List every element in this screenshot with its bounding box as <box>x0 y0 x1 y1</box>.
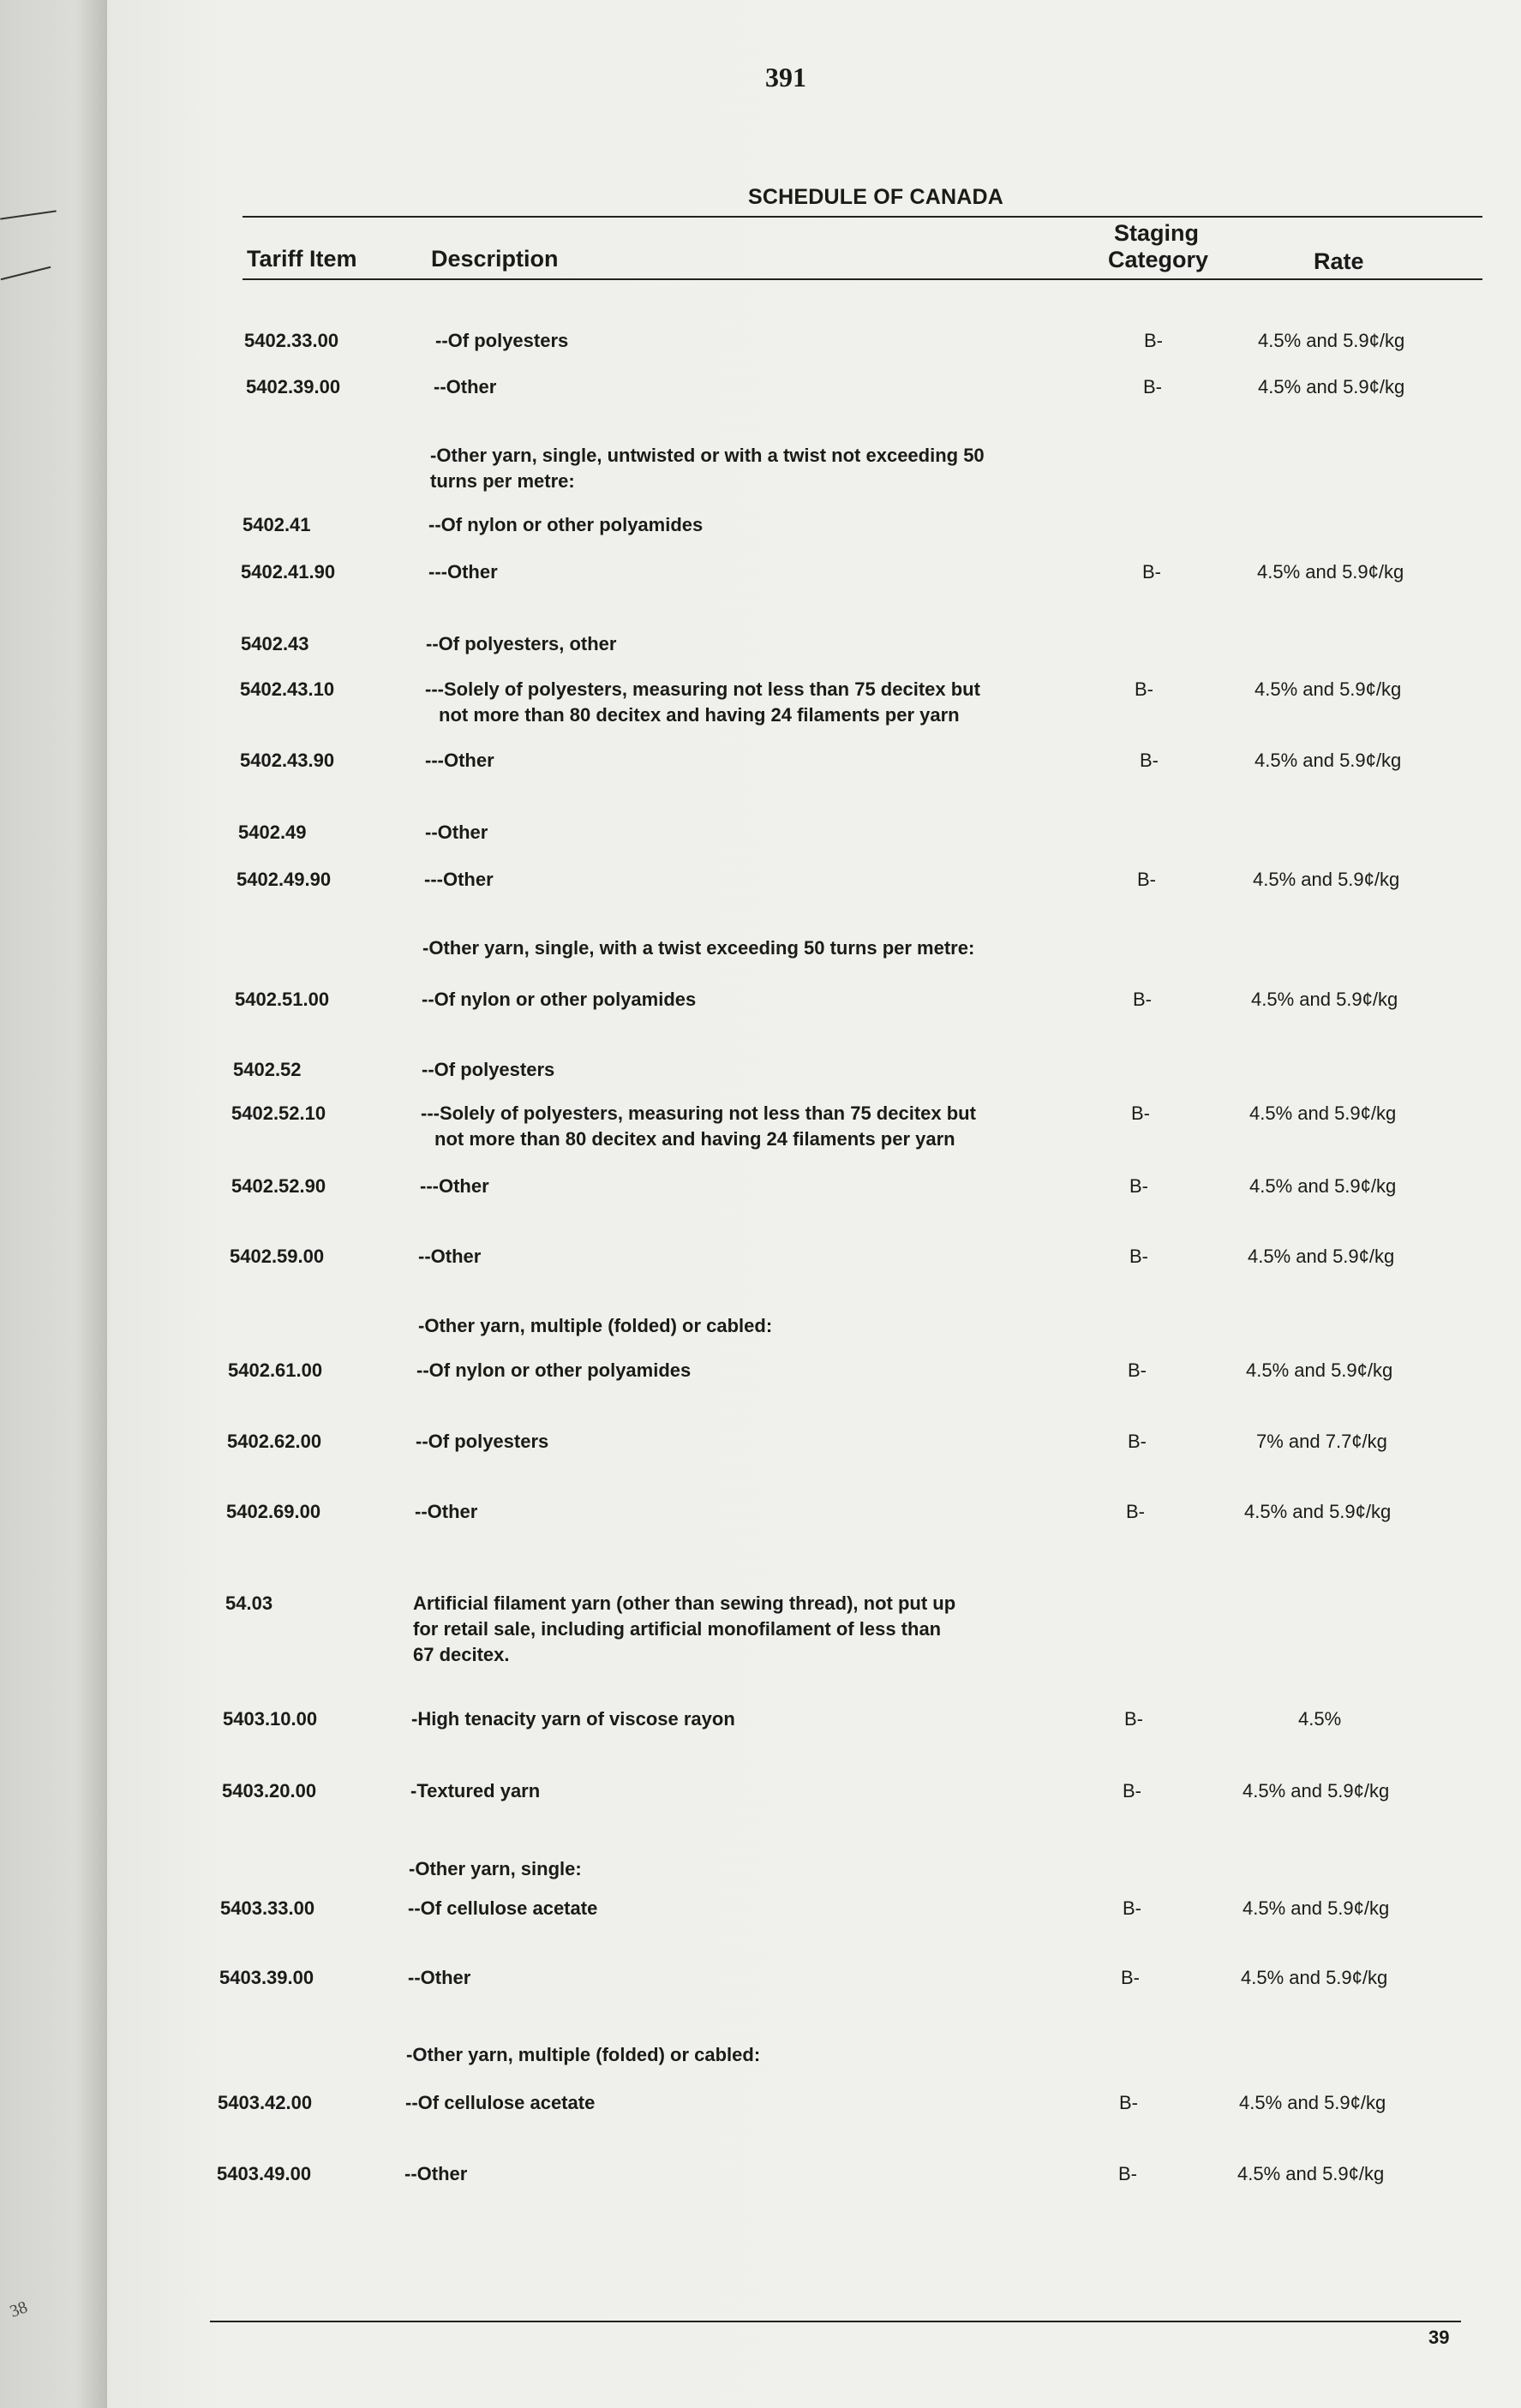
table-row <box>0 935 1521 987</box>
tariff-description <box>406 2042 760 2068</box>
tariff-item-code: 5402.43 <box>241 633 309 654</box>
tariff-item-code: 5402.52 <box>233 1059 302 1080</box>
tariff-description <box>416 1358 691 1383</box>
description-line: --Of nylon or other polyamides <box>422 989 697 1010</box>
table-row <box>0 1591 1521 1665</box>
table-row <box>0 631 1521 683</box>
staging-category: B- <box>1118 2163 1137 2184</box>
description-line: -High tenacity yarn of viscose rayon <box>411 1708 735 1730</box>
tariff-description <box>422 935 974 961</box>
tariff-description <box>425 748 494 774</box>
tariff-item-code: 5403.10.00 <box>223 1708 318 1730</box>
table-row <box>0 443 1521 494</box>
header-staging: Staging <box>1114 220 1199 246</box>
page-number-bottom: 39 <box>1428 2327 1450 2348</box>
tariff-item-code: 5402.69.00 <box>226 1501 321 1522</box>
duty-rate: 4.5% and 5.9¢/kg <box>1241 1967 1388 1988</box>
tariff-description <box>415 1499 477 1525</box>
duty-rate: 4.5% and 5.9¢/kg <box>1255 678 1402 700</box>
description-line: ---Other <box>420 1175 489 1197</box>
staging-category: B- <box>1133 989 1152 1010</box>
duty-rate: 4.5% and 5.9¢/kg <box>1255 750 1402 771</box>
tariff-item-code: 5403.42.00 <box>218 2092 313 2113</box>
description-line: --Of polyesters <box>416 1431 549 1452</box>
staging-category: B- <box>1142 561 1161 583</box>
tariff-item-code: 5403.20.00 <box>222 1780 317 1802</box>
duty-rate: 4.5% and 5.9¢/kg <box>1251 989 1398 1010</box>
tariff-description <box>405 2090 595 2116</box>
description-line: --Other <box>415 1501 478 1522</box>
description-line: --Of polyesters, other <box>426 633 617 654</box>
staging-category: B- <box>1123 1897 1141 1919</box>
header-rate: Rate <box>1314 248 1364 274</box>
tariff-description <box>421 1101 976 1152</box>
table-row <box>0 328 1521 379</box>
staging-category: B- <box>1121 1967 1140 1988</box>
table-row <box>0 1313 1521 1365</box>
staging-category: B- <box>1137 869 1156 890</box>
table-row <box>0 820 1521 871</box>
description-line: --Of polyesters <box>422 1059 555 1080</box>
table-row <box>0 1778 1521 1830</box>
tariff-description <box>424 867 494 893</box>
table-row <box>0 374 1521 426</box>
header-bottom-rule <box>243 278 1482 280</box>
description-line: ---Solely of polyesters, measuring not less than 75 decitex but <box>425 678 980 700</box>
description-line: ---Other <box>424 869 494 890</box>
description-line: --Other <box>425 822 488 843</box>
tariff-item-code: 5402.52.10 <box>231 1102 326 1124</box>
table-row <box>0 1358 1521 1409</box>
staging-category: B- <box>1140 750 1159 771</box>
tariff-description <box>410 1778 540 1804</box>
tariff-description <box>418 1244 481 1270</box>
tariff-item-code: 5402.43.90 <box>240 750 335 771</box>
description-line: ---Other <box>428 561 498 583</box>
description-line: --Of nylon or other polyamides <box>428 514 704 535</box>
description-line: --Of nylon or other polyamides <box>416 1359 692 1381</box>
table-row <box>0 1101 1521 1152</box>
description-line: -Textured yarn <box>410 1780 541 1802</box>
description-line: --Other <box>434 376 497 397</box>
tariff-item-code: 5402.52.90 <box>231 1175 326 1197</box>
tariff-item-code: 5402.41 <box>243 514 311 535</box>
duty-rate: 4.5% and 5.9¢/kg <box>1258 376 1405 397</box>
table-row <box>0 2161 1521 2213</box>
tariff-description <box>428 559 498 585</box>
description-line: for retail sale, including artificial monofilament of less than <box>413 1618 942 1640</box>
duty-rate: 4.5% <box>1298 1708 1342 1730</box>
tariff-description <box>404 2161 467 2187</box>
tariff-item-code: 5402.41.90 <box>241 561 336 583</box>
table-row <box>0 559 1521 611</box>
schedule-title: SCHEDULE OF CANADA <box>748 185 1004 209</box>
description-line: ---Other <box>425 750 494 771</box>
tariff-item-code: 5402.43.10 <box>240 678 335 700</box>
tariff-item-code: 5402.49.90 <box>237 869 332 890</box>
tariff-item-code: 5403.33.00 <box>220 1897 315 1919</box>
description-line: --Other <box>404 2163 468 2184</box>
description-line: -Other yarn, multiple (folded) or cabled: <box>418 1315 773 1336</box>
tariff-item-code: 54.03 <box>225 1592 273 1614</box>
description-line: -Other yarn, single, with a twist exceeding 50 turns per metre: <box>422 937 975 959</box>
duty-rate: 4.5% and 5.9¢/kg <box>1237 2163 1385 2184</box>
page-number-top: 391 <box>765 62 806 93</box>
duty-rate: 4.5% and 5.9¢/kg <box>1244 1501 1392 1522</box>
table-row <box>0 1174 1521 1225</box>
duty-rate: 4.5% and 5.9¢/kg <box>1257 561 1404 583</box>
tariff-item-code: 5402.51.00 <box>235 989 330 1010</box>
tariff-description <box>418 1313 772 1339</box>
description-line: Artificial filament yarn (other than sewing thread), not put up <box>413 1592 956 1614</box>
header-category: Category <box>1108 247 1209 272</box>
staging-category: B- <box>1129 1175 1148 1197</box>
table-row <box>0 677 1521 728</box>
tariff-description <box>434 374 496 400</box>
description-line: ---Solely of polyesters, measuring not less than 75 decitex but <box>421 1102 976 1124</box>
staging-category: B- <box>1119 2092 1138 2113</box>
tariff-item-code: 5402.39.00 <box>246 376 341 397</box>
description-line: --Other <box>418 1246 482 1267</box>
header-top-rule <box>243 216 1482 218</box>
duty-rate: 4.5% and 5.9¢/kg <box>1253 869 1400 890</box>
tariff-description <box>430 443 985 494</box>
tariff-description <box>416 1429 548 1455</box>
header-tariff-item: Tariff Item <box>247 246 357 272</box>
tariff-item-code: 5402.33.00 <box>244 330 339 351</box>
tariff-description <box>425 677 980 728</box>
duty-rate: 7% and 7.7¢/kg <box>1256 1431 1387 1452</box>
description-line: --Of cellulose acetate <box>405 2092 596 2113</box>
table-row <box>0 2042 1521 2094</box>
staging-category: B- <box>1143 376 1162 397</box>
tariff-description <box>426 631 616 657</box>
tariff-description <box>409 1856 582 1882</box>
duty-rate: 4.5% and 5.9¢/kg <box>1249 1102 1397 1124</box>
staging-category: B- <box>1126 1501 1145 1522</box>
duty-rate: 4.5% and 5.9¢/kg <box>1239 2092 1386 2113</box>
tariff-description <box>420 1174 489 1199</box>
table-row <box>0 867 1521 918</box>
staging-category: B- <box>1131 1102 1150 1124</box>
tariff-description <box>413 1591 955 1668</box>
description-line: --Of cellulose acetate <box>408 1897 598 1919</box>
table-row <box>0 1499 1521 1551</box>
description-line: turns per metre: <box>430 470 575 492</box>
staging-category: B- <box>1128 1431 1147 1452</box>
table-row <box>0 1429 1521 1480</box>
description-line: not more than 80 decitex and having 24 filaments per yarn <box>434 1128 955 1150</box>
staging-category: B- <box>1135 678 1153 700</box>
description-line: 67 decitex. <box>413 1644 510 1665</box>
description-line: --Of polyesters <box>435 330 569 351</box>
tariff-item-code: 5402.59.00 <box>230 1246 325 1267</box>
duty-rate: 4.5% and 5.9¢/kg <box>1246 1359 1393 1381</box>
staging-category: B- <box>1123 1780 1141 1802</box>
table-row <box>0 2090 1521 2142</box>
tariff-description <box>422 987 696 1013</box>
tariff-description <box>408 1896 597 1921</box>
description-line: -Other yarn, single: <box>409 1858 582 1879</box>
staging-category: B- <box>1129 1246 1148 1267</box>
tariff-description <box>435 328 568 354</box>
staging-category: B- <box>1144 330 1163 351</box>
description-line: -Other yarn, single, untwisted or with a twist not exceeding 50 <box>430 445 985 466</box>
table-row <box>0 987 1521 1038</box>
description-line: -Other yarn, multiple (folded) or cabled: <box>406 2044 761 2065</box>
duty-rate: 4.5% and 5.9¢/kg <box>1248 1246 1395 1267</box>
tariff-description <box>411 1706 735 1732</box>
tariff-description <box>422 1057 554 1083</box>
footer-rule <box>210 2321 1461 2322</box>
duty-rate: 4.5% and 5.9¢/kg <box>1258 330 1405 351</box>
gutter-page-number: 38 <box>7 2297 30 2321</box>
tariff-item-code: 5402.61.00 <box>228 1359 323 1381</box>
description-line: not more than 80 decitex and having 24 filaments per yarn <box>439 704 960 726</box>
table-row <box>0 1706 1521 1758</box>
table-row <box>0 748 1521 799</box>
tariff-item-code: 5402.49 <box>238 822 307 843</box>
table-row <box>0 512 1521 564</box>
table-row <box>0 1965 1521 2017</box>
staging-category: B- <box>1124 1708 1143 1730</box>
tariff-description <box>408 1965 470 1991</box>
tariff-description <box>425 820 488 845</box>
table-row <box>0 1896 1521 1947</box>
header-description: Description <box>431 246 559 272</box>
staging-category: B- <box>1128 1359 1147 1381</box>
tariff-item-code: 5403.39.00 <box>219 1967 314 1988</box>
description-line: --Other <box>408 1967 471 1988</box>
table-row <box>0 1244 1521 1295</box>
tariff-item-code: 5403.49.00 <box>217 2163 312 2184</box>
duty-rate: 4.5% and 5.9¢/kg <box>1249 1175 1397 1197</box>
tariff-item-code: 5402.62.00 <box>227 1431 322 1452</box>
tariff-description <box>428 512 703 538</box>
duty-rate: 4.5% and 5.9¢/kg <box>1243 1897 1390 1919</box>
duty-rate: 4.5% and 5.9¢/kg <box>1243 1780 1390 1802</box>
